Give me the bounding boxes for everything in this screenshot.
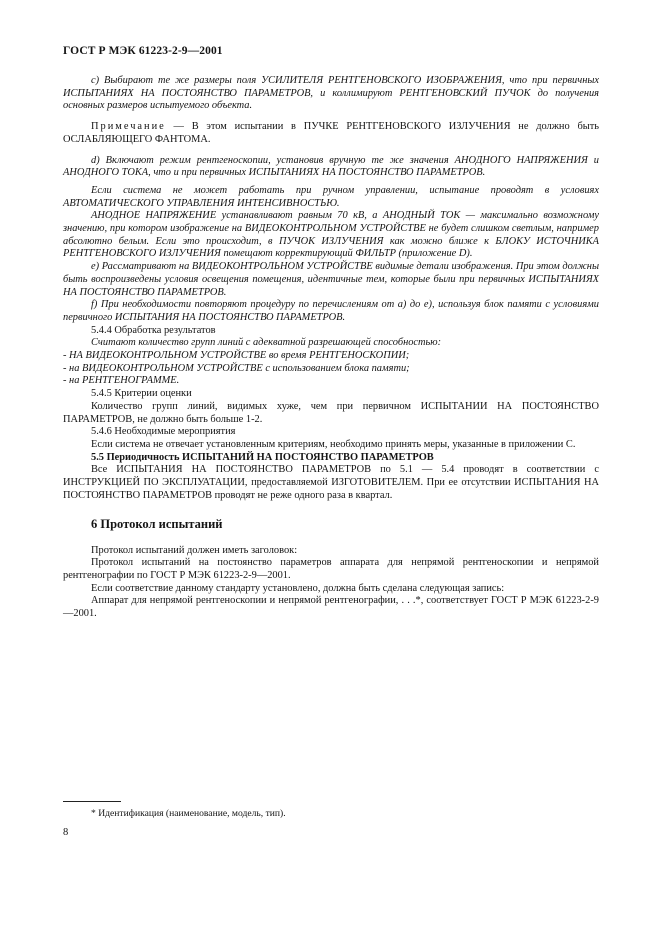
note (63, 121, 599, 146)
page-number: 8 (63, 827, 69, 838)
subsection-5-4-6: 5.4.6 Необходимые мероприятия (91, 426, 236, 438)
paragraph-d: d) Включают режим рентгеноскопии, установив вручную те же значения АНОДНОГО НАПРЯЖЕНИЯ и АНОДНОГО ТОКА, что и при первичных ИСПЫТАНИЯХ НА ПОСТОЯНСТВО ПАРАМЕТРОВ. (63, 154, 599, 179)
subsection-5-4-5: 5.4.5 Критерии оценки (91, 388, 192, 400)
note-text: — В этом испытании в ПУЧКЕ РЕНТГЕНОВСКОГО ИЗЛУЧЕНИЯ не должно быть ОСЛАБЛЯЮЩЕГО ФАНТОМА. (63, 121, 599, 145)
measures-text: Если система не отвечает установленным критериям, необходимо принять меры, указанные в приложении С. (91, 438, 576, 450)
list-item: - НА ВИДЕОКОНТРОЛЬНОМ УСТРОЙСТВЕ во время РЕНТГЕНОСКОПИИ; (63, 350, 410, 362)
paragraph-d-manual: Если система не может работать при ручном управлении, испытание проводят в условиях АВТОМАТИЧЕСКОГО УПРАВЛЕНИЯ ИНТЕНСИВНОСТЬЮ. (63, 184, 599, 209)
footnote: * Идентификация (наименование, модель, тип). (91, 808, 286, 819)
list-item: - на ВИДЕОКОНТРОЛЬНОМ УСТРОЙСТВЕ с использованием блока памяти; (63, 362, 410, 374)
count-list (63, 350, 599, 388)
section-6-title: 6 Протокол испытаний (91, 516, 223, 531)
section-6-p2: Протокол испытаний на постоянство параметров аппарата для непрямой рентгеноскопии и непрямой рентгенографии по ГОСТ Р МЭК 61223-2-9—2001. (63, 557, 599, 581)
list-item: - на РЕНТГЕНОГРАММЕ. (63, 375, 180, 387)
section-6-p1: Протокол испытаний должен иметь заголовок: (91, 544, 298, 556)
note-label: Примечание (91, 121, 166, 133)
document-header: ГОСТ Р МЭК 61223-2-9—2001 (63, 45, 223, 57)
section-6-p3: Если соответствие данному стандарту установлено, должна быть сделана следующая запись: (91, 582, 505, 594)
subsection-5-5-title: 5.5 Периодичность ИСПЫТАНИЙ НА ПОСТОЯНСТВО ПАРАМЕТРОВ (91, 451, 434, 463)
subsection-5-4-4: 5.4.4 Обработка результатов (91, 324, 216, 336)
paragraph-e: е) Рассматривают на ВИДЕОКОНТРОЛЬНОМ УСТРОЙСТВЕ видимые детали изображения. При этом должны быть воспроизведены условия освещения помещения, идентичные тем, которые были при первичных ИСПЫТАНИЯХ НА ПОСТОЯНСТВО ПАРАМЕТРОВ. (63, 261, 599, 298)
paragraph-d-voltage: АНОДНОЕ НАПРЯЖЕНИЕ устанавливают равным 70 кВ, а АНОДНЫЙ ТОК — максимально возможному значению, при котором изображение на ВИДЕОКОНТРОЛЬНОМ УСТРОЙСТВЕ не будет слишком светлым, например абсолютно белым. Если это происходит, в ПУЧОК ИЗЛУЧЕНИЯ как можно ближе к БЛОКУ ИСТОЧНИКА РЕНТГЕНОВСКОГО ИЗЛУЧЕНИЯ помещают корректирующий ФИЛЬТР (приложение D). (63, 210, 599, 260)
paragraph-c: с) Выбирают те же размеры поля УСИЛИТЕЛЯ РЕНТГЕНОВСКОГО ИЗОБРАЖЕНИЯ, что при первичных ИСПЫТАНИЯХ НА ПОСТОЯНСТВО ПАРАМЕТРОВ, и коллимируют РЕНТГЕНОВСКИЙ ПУЧОК до получения основных размеров испытуемого объекта. (63, 75, 599, 112)
count-intro: Считают количество групп линий с адекватной разрешающей способностью: (91, 337, 442, 349)
footnote-divider (63, 801, 121, 802)
document-body (63, 75, 599, 621)
paragraph-f: f) При необходимости повторяют процедуру по перечислениям от а) до е), используя блок памяти с условиями первичного ИСПЫТАНИЯ НА ПОСТОЯНСТВО ПАРАМЕТРОВ. (63, 299, 599, 323)
criteria-text: Количество групп линий, видимых хуже, чем при первичном ИСПЫТАНИИ НА ПОСТОЯНСТВО ПАРАМЕТРОВ, не должно быть больше 1-2. (63, 400, 599, 425)
section-6-p4: Аппарат для непрямой рентгеноскопии и непрямой рентгенографии, . . .*, соответствует ГОСТ Р МЭК 61223-2-9—2001. (63, 595, 599, 620)
subsection-5-5-text: Все ИСПЫТАНИЯ НА ПОСТОЯНСТВО ПАРАМЕТРОВ по 5.1 — 5.4 проводят в соответствии с ИНСТРУКЦИЕЙ ПО ЭКСПЛУАТАЦИИ, предоставляемой ИЗГОТОВИТЕЛЕМ. При ее отсутствии ИСПЫТАНИЯ НА ПОСТОЯНСТВО ПАРАМЕТРОВ проводят не реже одного раза в квартал. (63, 464, 599, 501)
